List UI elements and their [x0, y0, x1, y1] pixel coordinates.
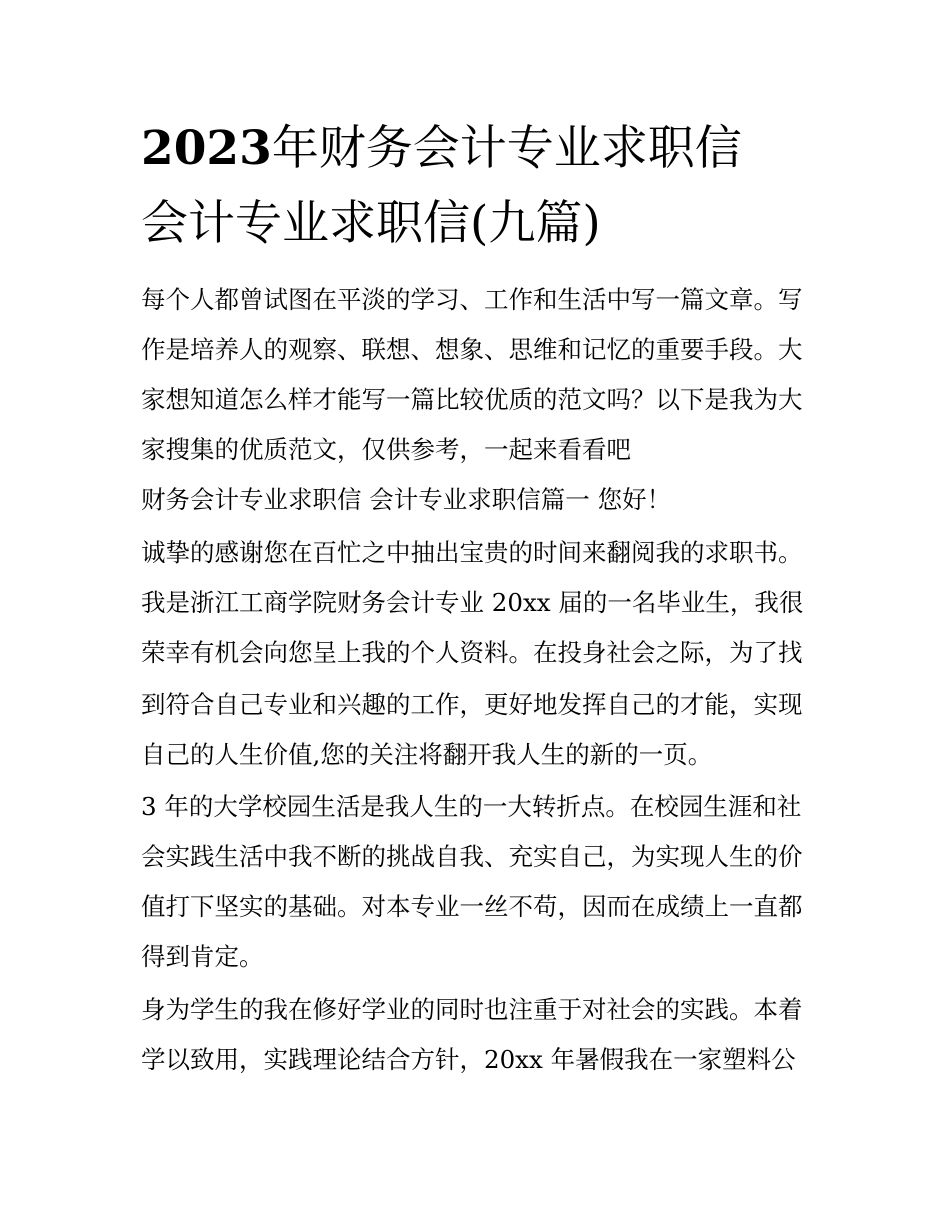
title-year: 2023 [141, 121, 272, 176]
document-title-line-1 [141, 121, 742, 176]
paragraph-line: 学以致用，实践理论结合方针，20xx 年暑假我在一家塑料公 [141, 1045, 796, 1074]
paragraph-line: 每个人都曾试图在平淡的学习、工作和生活中写一篇文章。写 [141, 285, 803, 314]
paragraph-line: 值打下坚实的基础。对本专业一丝不苟，因而在成绩上一直都 [141, 892, 803, 921]
paragraph-line: 荣幸有机会向您呈上我的个人资料。在投身社会之际，为了找 [141, 638, 803, 667]
paragraph-line: 我是浙江工商学院财务会计专业 20xx 届的一名毕业生，我很 [141, 588, 804, 617]
paragraph-line: 自己的人生价值,您的关注将翻开我人生的新的一页。 [141, 740, 713, 769]
paragraph-line: 家搜集的优质范文，仅供参考，一起来看看吧 [141, 435, 631, 464]
paragraph-line: 家想知道怎么样才能写一篇比较优质的范文吗？以下是我为大 [141, 385, 803, 414]
paragraph-line: 会实践生活中我不断的挑战自我、充实自己，为实现人生的价 [141, 842, 803, 871]
paragraph-line: 身为学生的我在修好学业的同时也注重于对社会的实践。本着 [141, 995, 803, 1024]
title-text-1: 年财务会计专业求职信 [271, 121, 742, 176]
paragraph-line: 到符合自己专业和兴趣的工作，更好地发挥自己的才能，实现 [141, 690, 803, 719]
paragraph-line: 3 年的大学校园生活是我人生的一大转折点。在校园生涯和社 [141, 792, 802, 821]
document-title-line-2: 会计专业求职信(九篇) [141, 196, 601, 251]
paragraph-line: 诚挚的感谢您在百忙之中抽出宝贵的时间来翻阅我的求职书。 [141, 538, 803, 567]
paragraph-line: 财务会计专业求职信 会计专业求职信篇一 您好！ [141, 485, 672, 514]
paragraph-line: 得到肯定。 [141, 942, 264, 971]
paragraph-line: 作是培养人的观察、联想、想象、思维和记忆的重要手段。大 [141, 335, 803, 364]
